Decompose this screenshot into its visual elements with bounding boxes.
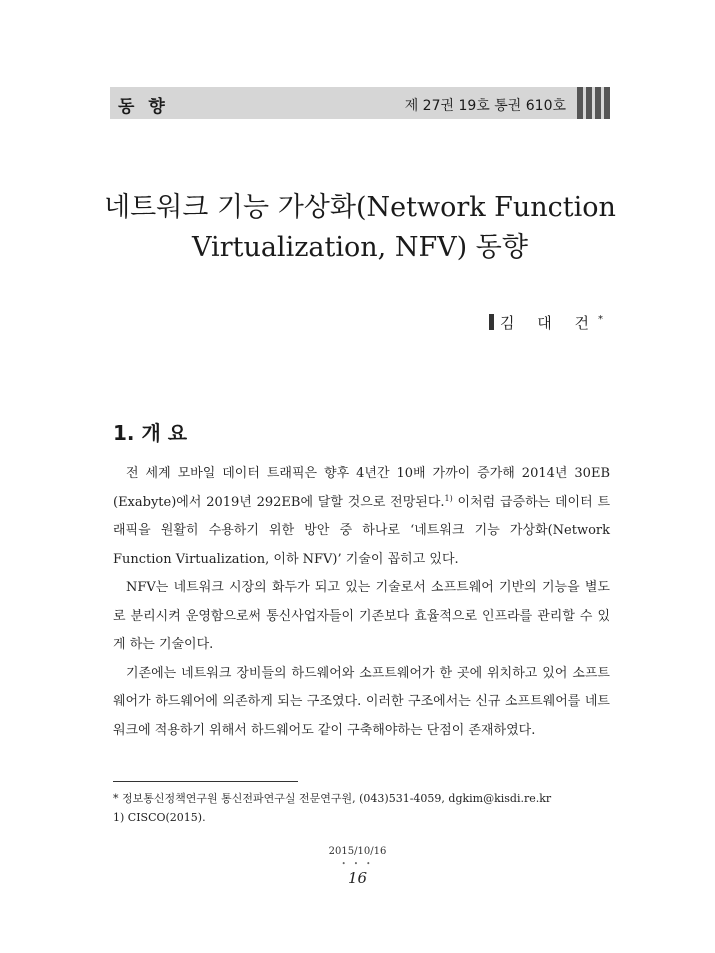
footnote-divider [113,781,298,782]
footnote-ref-1[interactable]: 1) [444,493,453,503]
publication-date: 2015/10/16 [328,846,387,857]
author-footnote-mark: * [598,314,603,325]
header-bar [110,87,610,119]
footnote-author: * 정보통신정책연구원 통신전파연구실 전문연구원, (043)531-4059, dgkim@kisdi.re.kr [113,792,552,805]
paragraph-2: NFV는 네트워크 시장의 화두가 되고 있는 기술로서 소프트웨어 기반의 기능을 별도로 분리시켜 운영함으로써 통신사업자들이 기존보다 효율적으로 인프라를 관리할 수 있게 하는 기술이다. [113,580,610,652]
footnotes [113,789,613,827]
section-label: 동 향 [118,97,169,117]
article-body [113,460,610,745]
title-line-2: Virtualization, NFV) 동향 [192,232,528,263]
paragraph-3: 기존에는 네트워크 장비들의 하드웨어와 소프트웨어가 한 곳에 위치하고 있어 소프트웨어가 하드웨어에 의존하게 되는 구조였다. 이러한 구조에서는 신규 소프트웨어를 네트워크에 적용하기 위해서 하드웨어도 같이 구축해야하는 단점이 존재하였다. [113,665,610,738]
issue-info: 제 27권 19호 통권 610호 [404,98,566,114]
section-heading: 1. 개 요 [113,421,188,445]
header-decoration [577,87,610,119]
author-marker [489,314,494,330]
title-line-1: 네트워크 기능 가상화(Network Function [104,192,616,223]
page-number: 16 [347,869,368,887]
paragraph-1: 전 세계 모바일 데이터 트래픽은 향후 4년간 10배 가까이 증가해 2014년 30EB (Exabyte)에서 2019년 292EB에 달할 것으로 전망된다.$^{1)}$ 이처럼 급증하는 데이터 트래픽을 원활히 수용하기 위한 방안 중 하나로 ‘네트워크 기능 가상화(Network Function Virtualization, 이하 NFV)’ 기술이 꼽히고 있다. [113,466,611,567]
footer-dots: • • • [341,860,374,868]
author-name: 김 대 건 [499,314,598,332]
article-title [100,188,620,268]
author-byline [489,312,603,333]
footnote-1: 1) CISCO(2015). [113,811,206,824]
